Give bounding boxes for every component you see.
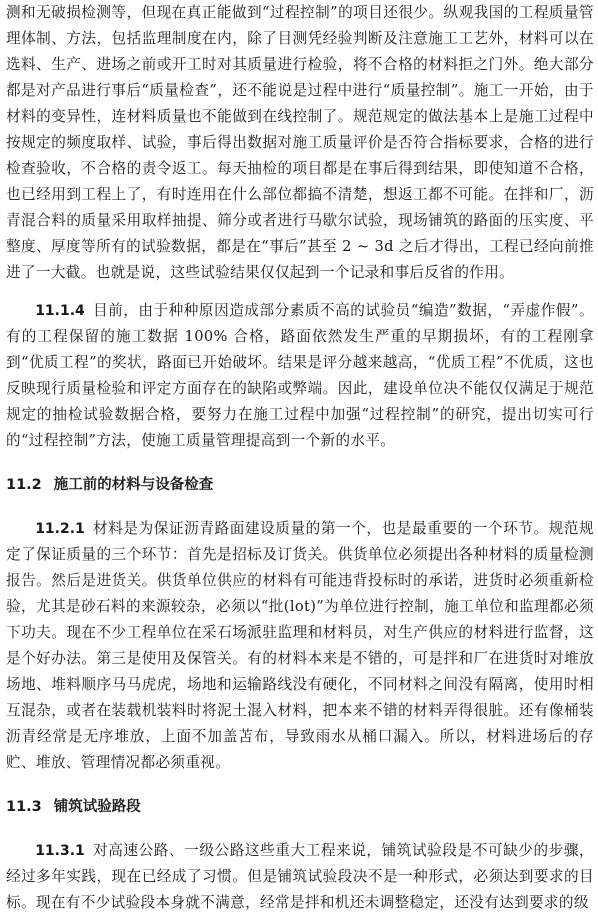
heading-number: 11.2 xyxy=(6,477,42,493)
section-number: 11.1.4 xyxy=(35,303,85,319)
spacer xyxy=(6,498,594,516)
section-11-3-1-paragraph xyxy=(6,838,594,916)
intro-paragraph: 测和无破损检测等，但现在真正能做到“过程控制”的项目还很少。纵观我国的工程质量管理体制、方法，包括监理制度在内，除了目测凭经验判断及注意施工工艺外，材料可以在选料、生产、进场之前或开工时对其质量进行检验，将不合格的材料拒之门外。绝大部分都是对产品进行事后“质量检查”，还不能说是过程中进行“质量控制”。施工一开始，由于材料的变异性，连材料质量也不能做到在线控制了。规范规定的做法基本上是施工过程中按规定的频度取样、试验，事后得出数据对施工质量评价是否符合指标要求，合格的进行检查验收，不合格的责令返工。每天抽检的项目都是在事后得到结果，即使知道不合格，也已经用到工程上了，有时连用在什么部位都搞不清楚，想返工都不可能。在拌和厂，沥青混合料的质量采用取样抽提、筛分或者进行马歇尔试验，现场铺筑的路面的压实度、平整度、厚度等所有的试验数据，都是在“事后”甚至 2 ~ 3d 之后才得出，工程已经向前推进了一大截。也就是说，这些试验结果仅仅起到一个记录和事后反省的作用。 xyxy=(6,4,594,281)
section-number: 11.2.1 xyxy=(35,521,85,537)
section-text: 材料是为保证沥青路面建设质量的第一个，也是最重要的一个环节。规范规定了保证质量的三个环节：首先是招标及订货关。供货单位必须提出各种材料的质量检测报告。然后是进货关。供货单位供应的材料有可能违背投标时的承诺，进货时必须重新检验，尤其是砂石料的来源较杂，必须以“批(lot)”为单位进行控制，施工单位和监理都必须下功夫。现在不少工程单位在采石场派驻监理和材料员，对生产供应的材料进行监督，这是个好办法。第三是使用及保管关。有的材料本来是不错的，可是拌和厂在进货时对堆放场地、堆料顺序马马虎虎，场地和运输路线没有硬化，不同材料之间没有隔离，使用时相互混杂，或者在装载机装料时将泥土混入材料，把本来不错的材料弄得很脏。还有像桶装沥青经常是无序堆放，上面不加盖苫布，导致雨水从桶口漏入。所以，材料进场后的存贮、堆放、管理情况都必须重视。 xyxy=(6,520,594,771)
section-number: 11.3.1 xyxy=(35,843,85,859)
section-11-1-4-paragraph xyxy=(6,298,594,454)
spacer xyxy=(6,776,594,794)
heading-title: 施工前的材料与设备检查 xyxy=(53,477,214,493)
section-heading-11-3 xyxy=(6,794,594,820)
section-11-2-1-paragraph xyxy=(6,516,594,776)
spacer xyxy=(6,820,594,838)
document-page xyxy=(6,0,594,911)
heading-number: 11.3 xyxy=(6,799,42,815)
heading-title: 铺筑试验路段 xyxy=(53,799,141,815)
section-heading-11-2 xyxy=(6,472,594,498)
section-text: 对高速公路、一级公路这些重大工程来说，铺筑试验段是不可缺少的步骤，经过多年实践，现在已经成了习惯。但是铺筑试验段决不是一种形式，必须达到要求的目标。现在有不少试验段本身就不满意，经常是拌和机还未调整稳定，还没有达到要求的级 xyxy=(6,842,594,911)
spacer xyxy=(6,454,594,472)
section-text: 目前，由于种种原因造成部分素质不高的试验员“编造”数据，“弄虚作假”。有的工程保留的施工数据 100% 合格，路面依然发生严重的早期损坏，有的工程刚拿到“优质工程”的奖状，路面已开始破坏。结果是评分越来越高，“优质工程”不优质，这也反映现行质量检验和评定方面存在的缺陷或弊端。因此，建设单位决不能仅仅满足于规范规定的抽检试验数据合格，要努力在施工过程中加强“过程控制”的研究，提出切实可行的“过程控制”方法，使施工质量管理提高到一个新的水平。 xyxy=(6,302,594,449)
spacer xyxy=(6,286,594,298)
